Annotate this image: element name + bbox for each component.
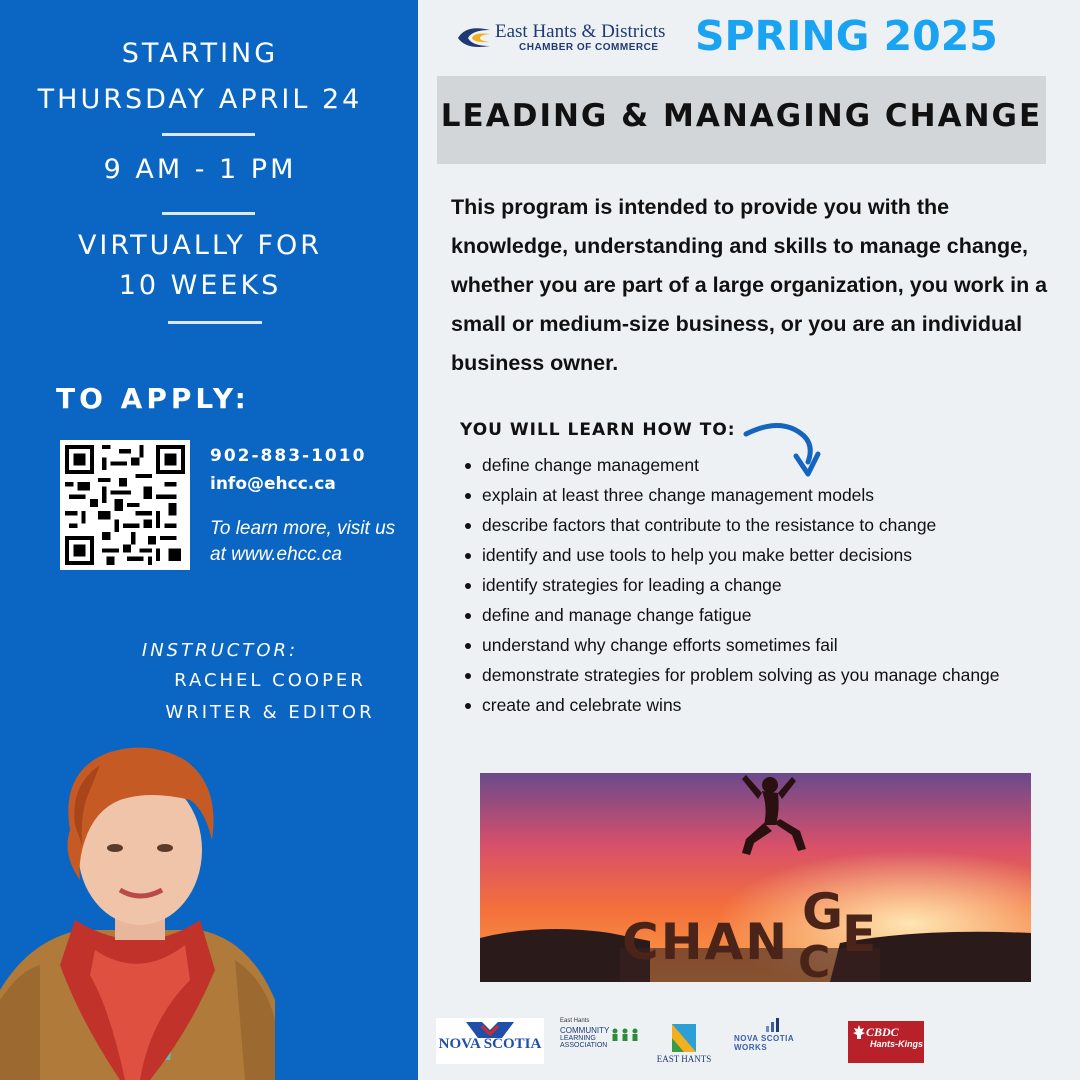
clc-line-1: COMMUNITY bbox=[560, 1026, 610, 1035]
clc-line-2: LEARNING ASSOCIATION bbox=[560, 1035, 608, 1049]
divider bbox=[162, 133, 255, 136]
list-item: create and celebrate wins bbox=[462, 690, 1022, 720]
title-banner bbox=[437, 76, 1046, 164]
sponsor-nova-scotia bbox=[436, 1018, 544, 1064]
sponsor-east-hants bbox=[652, 1018, 716, 1064]
chamber-subtitle: CHAMBER OF COMMERCE bbox=[519, 42, 659, 53]
course-intro: This program is intended to provide you with the knowledge, understanding and skills to manage change, whether you are part of a large organization, you work in a small or medium-size business, or you are an individual business owner. bbox=[451, 195, 1048, 375]
start-date: THURSDAY APRIL 24 bbox=[37, 84, 363, 115]
maple-leaf-icon bbox=[852, 1025, 866, 1039]
left-info-panel bbox=[0, 0, 418, 1080]
east-hants-logo-icon bbox=[672, 1024, 696, 1052]
instructor-name: RACHEL COOPER bbox=[174, 670, 366, 691]
instructor-title: WRITER & EDITOR bbox=[165, 702, 375, 723]
session-time: 9 AM - 1 PM bbox=[103, 154, 297, 185]
start-line-1: STARTING bbox=[121, 38, 279, 69]
list-item: define and manage change fatigue bbox=[462, 600, 1022, 630]
list-item: explain at least three change management models bbox=[462, 480, 1022, 510]
divider bbox=[162, 212, 255, 215]
instructor-heading: INSTRUCTOR: bbox=[141, 640, 299, 661]
chamber-name: East Hants & Districts bbox=[495, 21, 666, 42]
chamber-swoosh-icon bbox=[456, 26, 492, 50]
delivery-mode: VIRTUALLY FOR bbox=[77, 230, 323, 261]
change-photo bbox=[480, 773, 1031, 982]
list-item: demonstrate strategies for problem solving as you manage change bbox=[462, 660, 1022, 690]
photo-letters: CHAN bbox=[622, 913, 790, 971]
sponsor-cbdc bbox=[848, 1021, 924, 1063]
ns-works-text: NOVA SCOTIA WORKS bbox=[734, 1034, 794, 1052]
clc-people-icon bbox=[610, 1028, 640, 1042]
season-label: SPRING 2025 bbox=[695, 12, 998, 60]
sponsor-ns-works bbox=[734, 1018, 828, 1064]
list-item: define change management bbox=[462, 450, 1022, 480]
chamber-logo bbox=[456, 22, 665, 53]
qr-code[interactable] bbox=[60, 440, 190, 570]
learning-outcomes-list bbox=[462, 450, 1022, 720]
divider bbox=[168, 321, 262, 324]
learn-heading: YOU WILL LEARN HOW TO: bbox=[460, 420, 736, 440]
photo-letter-e: E bbox=[842, 905, 877, 963]
duration: 10 WEEKS bbox=[118, 270, 282, 301]
learn-more-link[interactable]: To learn more, visit us at www.ehcc.ca bbox=[210, 518, 396, 565]
course-title: LEADING & MANAGING CHANGE bbox=[440, 98, 1043, 134]
apply-heading: TO APPLY: bbox=[56, 382, 250, 415]
cbdc-text: CBDC bbox=[866, 1025, 899, 1039]
east-hants-text: EAST HANTS bbox=[656, 1054, 712, 1064]
list-item: identify and use tools to help you make better decisions bbox=[462, 540, 1022, 570]
bar-icon bbox=[766, 1018, 782, 1032]
email-address[interactable]: info@ehcc.ca bbox=[210, 474, 336, 494]
photo-letter-c: C bbox=[798, 937, 831, 982]
phone-number[interactable]: 902-883-1010 bbox=[210, 446, 367, 466]
photo-letter-g: G bbox=[802, 883, 844, 941]
clc-small-text: East Hants bbox=[560, 1018, 590, 1024]
list-item: understand why change efforts sometimes fail bbox=[462, 630, 1022, 660]
list-item: identify strategies for leading a change bbox=[462, 570, 1022, 600]
list-item: describe factors that contribute to the resistance to change bbox=[462, 510, 1022, 540]
sponsor-clc bbox=[560, 1018, 644, 1064]
cbdc-region: Hants-Kings bbox=[870, 1039, 924, 1049]
instructor-portrait bbox=[0, 730, 280, 1080]
nova-scotia-text: NOVA SCOTIA bbox=[438, 1036, 542, 1052]
